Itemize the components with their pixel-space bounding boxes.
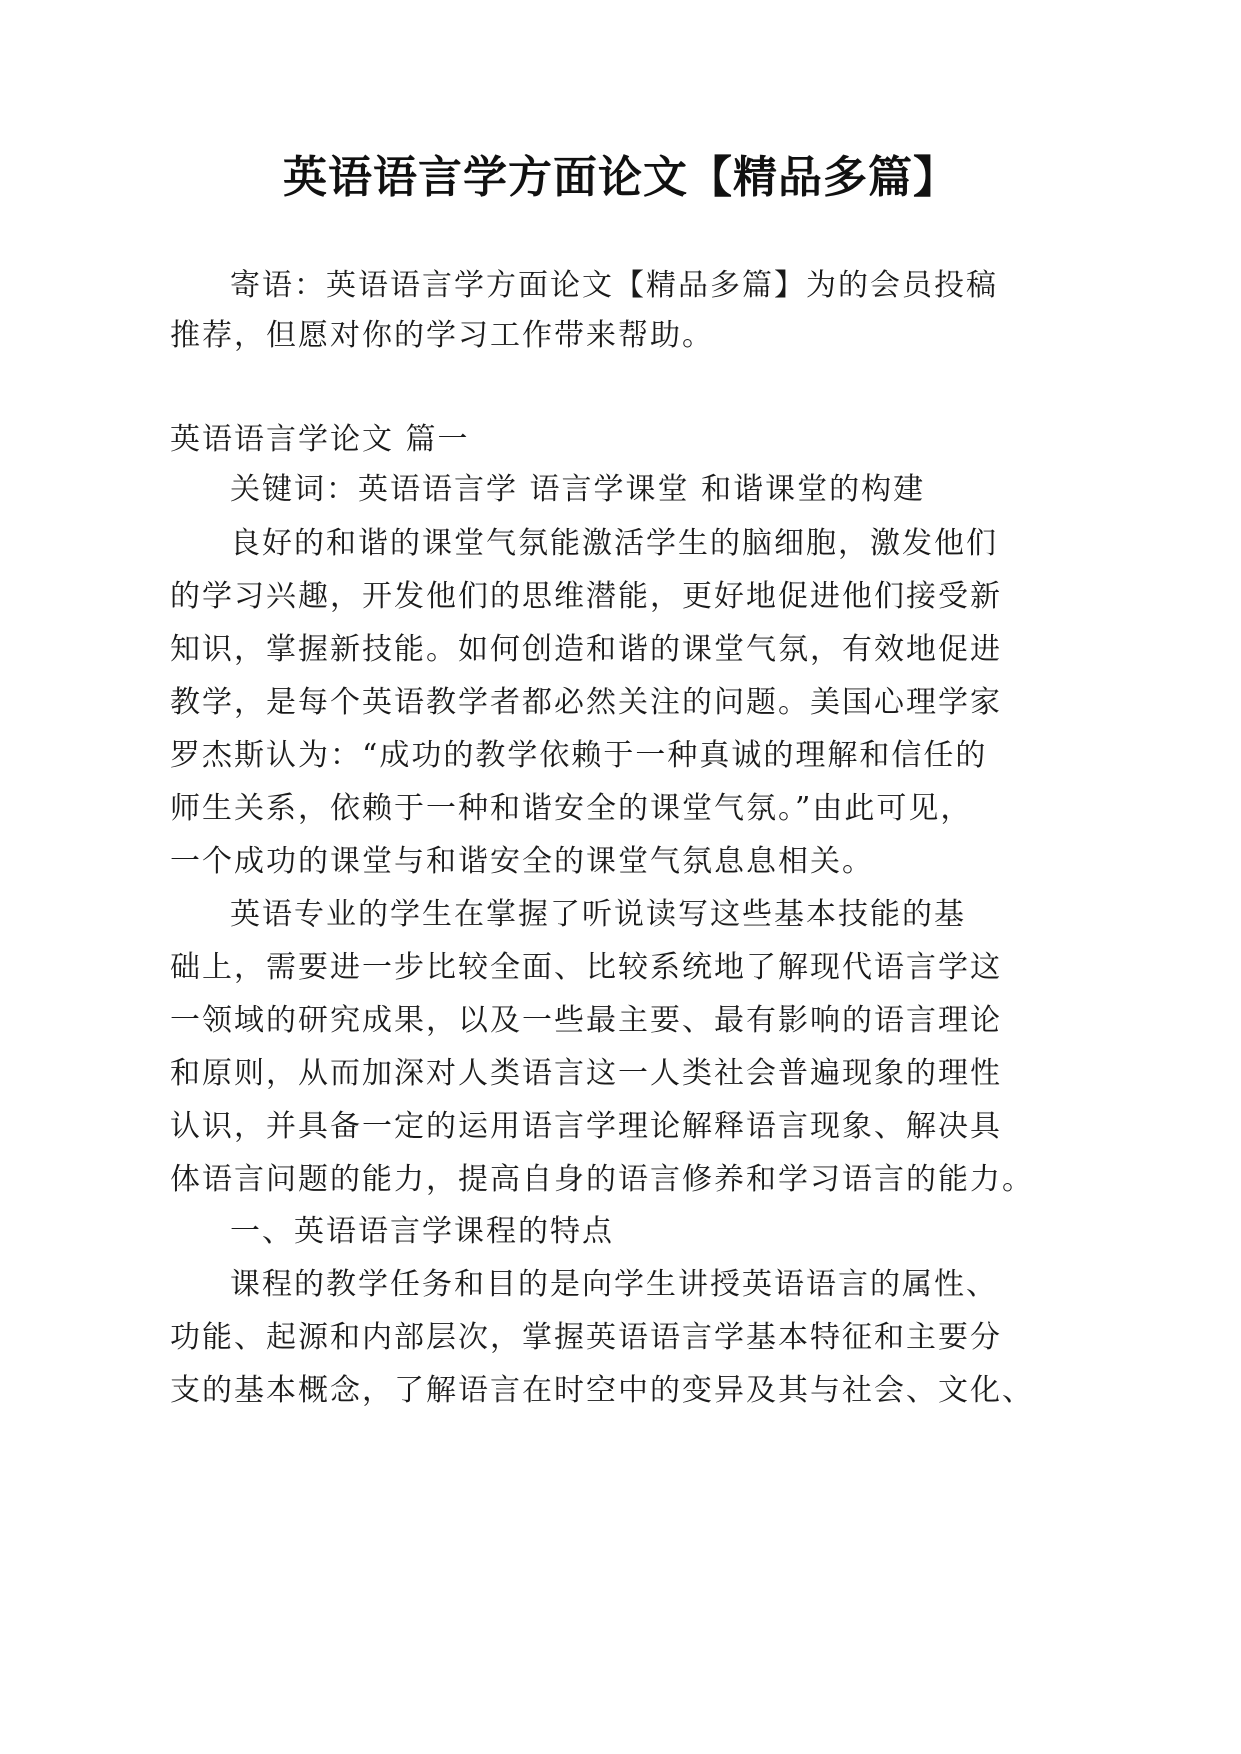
- paragraph-line: 寄语：英语语言学方面论文【精品多篇】为的会员投稿: [230, 268, 998, 303]
- keywords-line: 关键词：英语语言学 语言学课堂 和谐课堂的构建: [230, 472, 926, 507]
- paragraph-line: 罗杰斯认为：“成功的教学依赖于一种真诚的理解和信任的: [170, 738, 988, 773]
- paragraph-line: 和原则，从而加深对人类语言这一人类社会普遍现象的理性: [170, 1056, 1002, 1091]
- paragraph-line: 良好的和谐的课堂气氛能激活学生的脑细胞，激发他们: [230, 526, 998, 561]
- paragraph-line: 推荐，但愿对你的学习工作带来帮助。: [170, 318, 714, 353]
- paragraph-line: 支的基本概念，了解语言在时空中的变异及其与社会、文化、: [170, 1373, 1034, 1408]
- paragraph-line: 课程的教学任务和目的是向学生讲授英语语言的属性、: [230, 1267, 998, 1302]
- subsection-heading: 一、英语语言学课程的特点: [230, 1214, 614, 1249]
- paragraph-line: 的学习兴趣，开发他们的思维潜能，更好地促进他们接受新: [170, 579, 1002, 614]
- paragraph-line: 功能、起源和内部层次，掌握英语语言学基本特征和主要分: [170, 1320, 1002, 1355]
- document-title: 英语语言学方面论文【精品多篇】: [283, 152, 958, 203]
- paragraph-line: 一个成功的课堂与和谐安全的课堂气氛息息相关。: [170, 844, 874, 879]
- paragraph-line: 教学，是每个英语教学者都必然关注的问题。美国心理学家: [170, 685, 1002, 720]
- paragraph-line: 一领域的研究成果，以及一些最主要、最有影响的语言理论: [170, 1003, 1002, 1038]
- paragraph-line: 英语专业的学生在掌握了听说读写这些基本技能的基: [230, 897, 966, 932]
- paragraph-line: 础上，需要进一步比较全面、比较系统地了解现代语言学这: [170, 950, 1002, 985]
- paragraph-line: 体语言问题的能力，提高自身的语言修养和学习语言的能力。: [170, 1162, 1034, 1197]
- paragraph-line: 知识，掌握新技能。如何创造和谐的课堂气氛，有效地促进: [170, 632, 1002, 667]
- paragraph-line: 认识，并具备一定的运用语言学理论解释语言现象、解决具: [170, 1109, 1002, 1144]
- paragraph-line: 师生关系，依赖于一种和谐安全的课堂气氛。”由此可见，: [170, 791, 973, 826]
- section-heading: 英语语言学论文 篇一: [170, 422, 470, 457]
